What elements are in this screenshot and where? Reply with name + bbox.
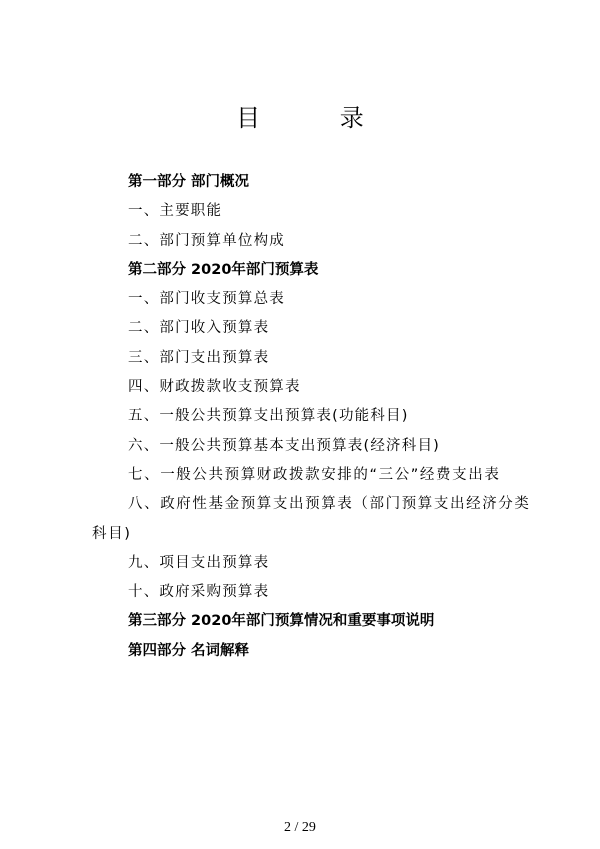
toc-item-2-6: 六、一般公共预算基本支出预算表(经济科目) <box>128 437 441 454</box>
toc-item-1-1: 一、主要职能 <box>128 203 223 220</box>
toc-part-4: 第四部分 名词解释 <box>128 642 250 659</box>
toc-part-1: 第一部分 部门概况 <box>128 174 250 190</box>
toc-item-2-3: 三、部门支出预算表 <box>128 349 270 366</box>
toc-item-2-1: 一、部门收支预算总表 <box>128 291 285 308</box>
toc-item-2-4: 四、财政拨款收支预算表 <box>128 379 301 396</box>
toc-title: 目 录 <box>236 104 400 132</box>
toc-item-2-8: 八、政府性基金预算支出预算表（部门预算支出经济分类科目) <box>92 496 531 542</box>
toc-item-2-7: 七、一般公共预算财政拨款安排的“三公”经费支出表 <box>128 466 501 483</box>
toc-item-2-9: 九、项目支出预算表 <box>128 554 270 571</box>
toc-part-2: 第二部分 2020年部门预算表 <box>128 261 319 278</box>
toc-part-3: 第三部分 2020年部门预算情况和重要事项说明 <box>128 613 435 630</box>
table-of-contents <box>92 168 542 666</box>
toc-item-1-2: 二、部门预算单位构成 <box>128 232 285 249</box>
toc-item-2-10: 十、政府采购预算表 <box>128 584 270 601</box>
page-number: 2 / 29 <box>284 820 316 835</box>
toc-item-2-2: 二、部门收入预算表 <box>128 320 270 337</box>
toc-item-2-5: 五、一般公共预算支出预算表(功能科目) <box>128 408 409 425</box>
